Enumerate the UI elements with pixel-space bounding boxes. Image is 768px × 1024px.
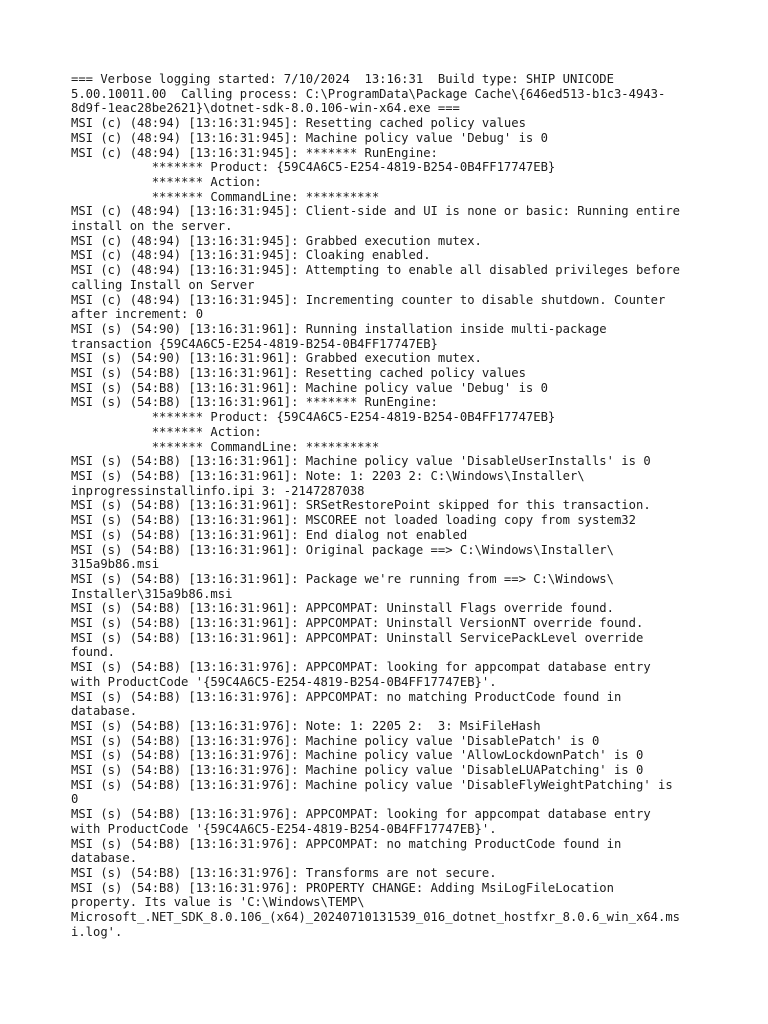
log-line: transaction {59C4A6C5-E254-4819-B254-0B4FF17747EB} — [71, 336, 438, 351]
log-line: MSI (s) (54:90) [13:16:31:961]: Running installation inside multi-package — [71, 321, 607, 336]
log-line: ******* CommandLine: ********** — [71, 189, 380, 204]
log-line: MSI (s) (54:B8) [13:16:31:961]: Resetting cached policy values — [71, 366, 526, 381]
log-line: after increment: 0 — [71, 307, 204, 322]
log-line: MSI (s) (54:B8) [13:16:31:976]: Note: 1: 2205 2: 3: MsiFileHash — [71, 718, 541, 733]
log-line: MSI (s) (54:B8) [13:16:31:961]: APPCOMPAT: Uninstall ServicePackLevel override — [71, 630, 644, 645]
log-line: ******* CommandLine: ********** — [71, 439, 380, 454]
log-document — [71, 72, 711, 939]
log-line: i.log'. — [71, 924, 123, 939]
log-body — [71, 72, 711, 939]
log-line: Microsoft_.NET_SDK_8.0.106_(x64)_20240710131539_016_dotnet_hostfxr_8.0.6_win_x64.ms — [71, 910, 681, 925]
log-line: MSI (c) (48:94) [13:16:31:945]: ******* RunEngine: — [71, 145, 438, 160]
log-line: MSI (s) (54:B8) [13:16:31:976]: APPCOMPAT: no matching ProductCode found in — [71, 689, 622, 704]
log-line: MSI (s) (54:B8) [13:16:31:961]: Original package ==> C:\Windows\Installer\ — [71, 542, 614, 557]
log-line: 8d9f-1eac28be2621}\dotnet-sdk-8.0.106-win-x64.exe === — [71, 101, 460, 116]
log-line: MSI (s) (54:B8) [13:16:31:961]: SRSetRestorePoint skipped for this transaction. — [71, 498, 651, 513]
log-line: found. — [71, 645, 116, 660]
log-line: 0 — [71, 792, 79, 807]
log-line: inprogressinstallinfo.ipi 3: -2147287038 — [71, 483, 365, 498]
log-line: MSI (s) (54:B8) [13:16:31:976]: Machine policy value 'DisableLUAPatching' is 0 — [71, 763, 644, 778]
log-line: MSI (c) (48:94) [13:16:31:945]: Resetting cached policy values — [71, 116, 526, 131]
log-line: 5.00.10011.00 Calling process: C:\ProgramData\Package Cache\{646ed513-b1c3-4943- — [71, 86, 666, 101]
log-line: MSI (s) (54:B8) [13:16:31:961]: Machine policy value 'Debug' is 0 — [71, 380, 548, 395]
log-line: with ProductCode '{59C4A6C5-E254-4819-B254-0B4FF17747EB}'. — [71, 821, 497, 836]
log-line: MSI (c) (48:94) [13:16:31:945]: Machine policy value 'Debug' is 0 — [71, 130, 548, 145]
log-line: MSI (s) (54:B8) [13:16:31:976]: Machine policy value 'AllowLockdownPatch' is 0 — [71, 748, 644, 763]
log-line: MSI (s) (54:B8) [13:16:31:961]: MSCOREE not loaded loading copy from system32 — [71, 513, 636, 528]
log-line: MSI (s) (54:B8) [13:16:31:961]: Note: 1: 2203 2: C:\Windows\Installer\ — [71, 468, 585, 483]
log-line: 315a9b86.msi — [71, 557, 160, 572]
log-line: MSI (c) (48:94) [13:16:31:945]: Client-side and UI is none or basic: Running entire — [71, 204, 681, 219]
log-line: MSI (s) (54:B8) [13:16:31:961]: APPCOMPAT: Uninstall Flags override found. — [71, 601, 614, 616]
log-line: MSI (s) (54:B8) [13:16:31:961]: Machine policy value 'DisableUserInstalls' is 0 — [71, 454, 651, 469]
log-line: === Verbose logging started: 7/10/2024 13:16:31 Build type: SHIP UNICODE — [71, 72, 614, 86]
log-line: MSI (s) (54:B8) [13:16:31:976]: APPCOMPAT: no matching ProductCode found in — [71, 836, 622, 851]
log-line: ******* Action: — [71, 174, 262, 189]
log-line: ******* Action: — [71, 424, 262, 439]
log-line: MSI (s) (54:B8) [13:16:31:961]: End dialog not enabled — [71, 527, 468, 542]
log-line: MSI (c) (48:94) [13:16:31:945]: Attempting to enable all disabled privileges before — [71, 263, 681, 278]
log-line: MSI (c) (48:94) [13:16:31:945]: Cloaking enabled. — [71, 248, 431, 263]
log-line: MSI (s) (54:B8) [13:16:31:976]: Machine policy value 'DisablePatch' is 0 — [71, 733, 600, 748]
log-line: with ProductCode '{59C4A6C5-E254-4819-B254-0B4FF17747EB}'. — [71, 674, 497, 689]
log-line: database. — [71, 851, 138, 866]
log-line: MSI (s) (54:B8) [13:16:31:961]: Package we're running from ==> C:\Windows\ — [71, 571, 614, 586]
log-line: MSI (s) (54:B8) [13:16:31:961]: APPCOMPAT: Uninstall VersionNT override found. — [71, 616, 644, 631]
log-line: ******* Product: {59C4A6C5-E254-4819-B254-0B4FF17747EB} — [71, 410, 556, 425]
log-line: MSI (c) (48:94) [13:16:31:945]: Grabbed execution mutex. — [71, 233, 482, 248]
log-line: MSI (s) (54:B8) [13:16:31:976]: PROPERTY CHANGE: Adding MsiLogFileLocation — [71, 880, 614, 895]
log-line: MSI (s) (54:90) [13:16:31:961]: Grabbed execution mutex. — [71, 351, 482, 366]
log-line: MSI (s) (54:B8) [13:16:31:961]: ******* RunEngine: — [71, 395, 438, 410]
log-line: install on the server. — [71, 219, 233, 234]
log-line: MSI (s) (54:B8) [13:16:31:976]: Machine policy value 'DisableFlyWeightPatching' is — [71, 777, 673, 792]
log-line: calling Install on Server — [71, 277, 255, 292]
log-line: MSI (s) (54:B8) [13:16:31:976]: APPCOMPAT: looking for appcompat database entry — [71, 807, 651, 822]
log-line: MSI (s) (54:B8) [13:16:31:976]: Transforms are not secure. — [71, 865, 497, 880]
log-line: MSI (s) (54:B8) [13:16:31:976]: APPCOMPAT: looking for appcompat database entry — [71, 660, 651, 675]
log-line: database. — [71, 704, 138, 719]
log-line: ******* Product: {59C4A6C5-E254-4819-B254-0B4FF17747EB} — [71, 160, 556, 175]
log-line: MSI (c) (48:94) [13:16:31:945]: Incrementing counter to disable shutdown. Counter — [71, 292, 666, 307]
log-line: Installer\315a9b86.msi — [71, 586, 233, 601]
log-line: property. Its value is 'C:\Windows\TEMP\ — [71, 895, 365, 910]
